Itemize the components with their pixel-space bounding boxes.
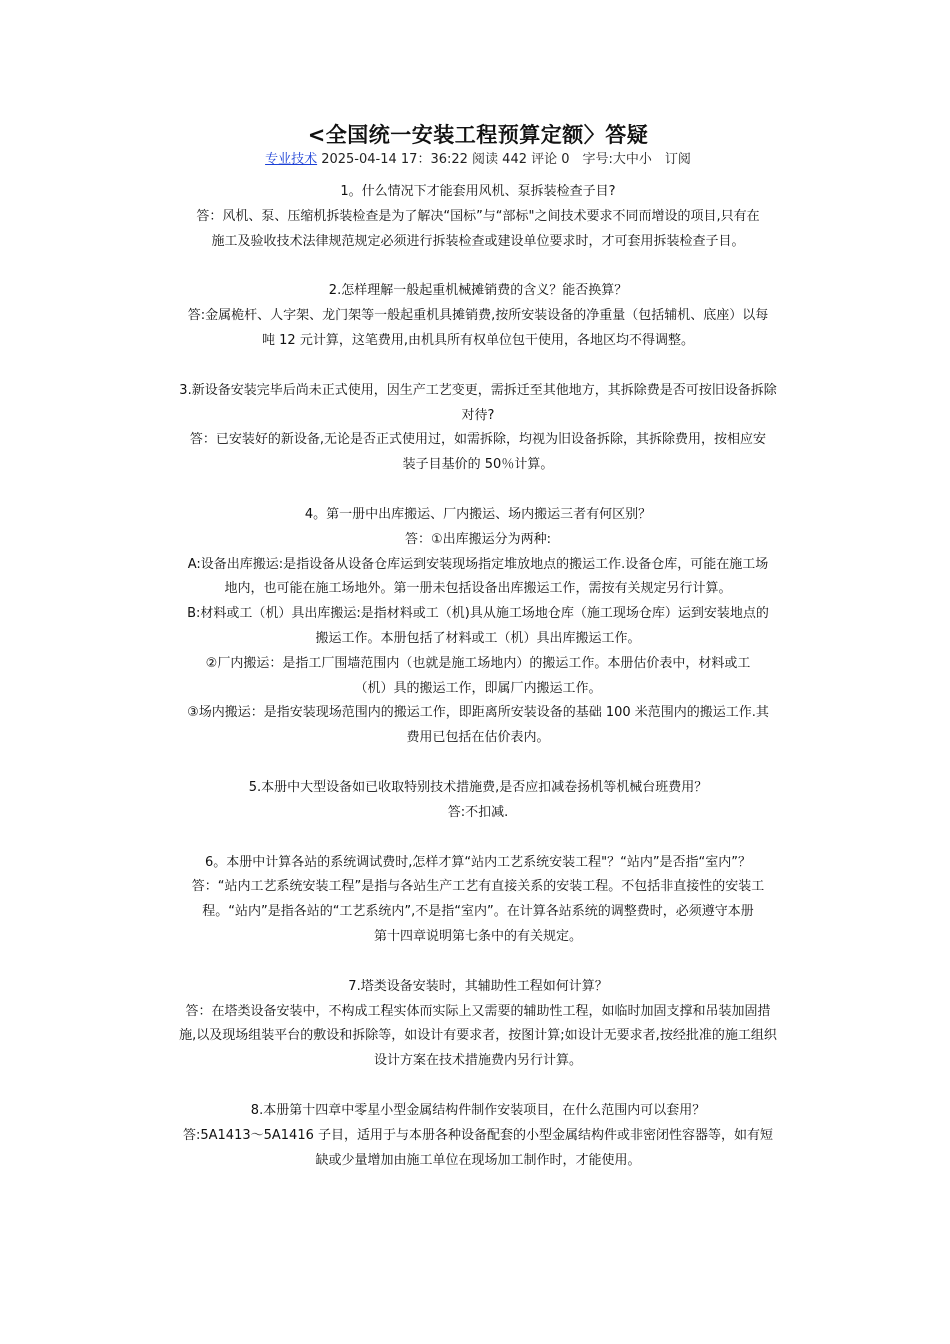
document-page [148,120,808,1198]
qa-item [148,776,808,826]
category-link[interactable]: 专业技术 [265,152,318,167]
answer-text: 答:5A1413～5A1416 子目，适用于与本册各种设备配套的小型金属结构件或非密闭性容器等，如有短 [182,1127,773,1143]
question-text: 5.本册中大型设备如已收取特别技术措施费,是否应扣减卷扬机等机械台班费用？ [248,779,708,795]
answer-text: 答：①出库搬运分为两种: [404,531,552,547]
question-text: 1。什么情况下才能套用风机、泵拆装检查子目? [340,184,616,199]
qa-item [148,379,808,478]
question-text: 2.怎样理解一般起重机械摊销费的含义？能否换算？ [328,283,628,299]
answer-text: 程。“站内”是指各站的“工艺系统内”,不是指“室内”。在计算各站系统的调整费时，必须遵守本册 [202,904,754,920]
answer-text: 对待? [461,407,495,423]
document-title: <全国统一安装工程预算定额〉答疑 [307,123,649,147]
answer-text: 吨 12 元计算，这笔费用,由机具所有权单位包干使用，各地区均不得调整。 [262,332,694,348]
answer-text: 答:不扣减. [447,804,509,820]
qa-item [148,279,808,353]
answer-text: 答：在塔类设备安装中，不构成工程实体而实际上又需要的辅助性工程，如临时加固支撑和吊装加固措 [185,1003,771,1019]
qa-item [148,1099,808,1173]
answer-text: 施,以及现场组装平台的敷设和拆除等，如设计有要求者，按图计算;如设计无要求者,按经批准的施工组织 [179,1028,777,1044]
answer-text: 缺或少量增加由施工单位在现场加工制作时，才能使用。 [315,1152,641,1168]
answer-text: 施工及验收技术法律规范规定必须进行拆装检查或建设单位要求时，才可套用拆装检查子目。 [211,233,745,249]
answer-text: A:设备出库搬运:是指设备从设备仓库运到安装现场指定堆放地点的搬运工作.设备仓库，可能在施工场 [187,556,769,572]
question-text: 4。第一册中出库搬运、厂内搬运、场内搬运三者有何区别？ [304,506,652,522]
answer-text: 装子目基价的 50％计算。 [402,457,554,473]
answer-text: 答：风机、泵、压缩机拆装检查是为了解决“国标”与“部标"之间技术要求不同而增设的项目,只有在 [196,208,760,224]
answer-text: ②厂内搬运：是指工厂围墙范围内（也就是施工场地内）的搬运工作。本册估价表中，材料或工 [205,655,751,671]
article-meta [148,150,808,170]
question-text: 8.本册第十四章中零星小型金属结构件制作安装项目，在什么范围内可以套用？ [250,1102,706,1118]
answer-text: ③场内搬运：是指安装现场范围内的搬运工作，即距离所安装设备的基础 100 米范围内的搬运工作.其 [187,705,769,721]
qa-item [148,851,808,950]
answer-text: 设计方案在技术措施费内另行计算。 [373,1053,582,1069]
qa-item [148,975,808,1074]
answer-text: 答：已安装好的新设备,无论是否正式使用过，如需拆除，均视为旧设备拆除，其拆除费用，按相应安 [189,432,767,448]
qa-item [148,503,808,751]
answer-text: B:材料或工（机）具出库搬运:是指材料或工（机)具从施工场地仓库（施工现场仓库）运到安装地点的 [187,606,769,622]
answer-text: 地内，也可能在施工场地外。第一册未包括设备出库搬运工作，需按有关规定另行计算。 [224,581,732,597]
qa-item [148,180,808,254]
answer-text: （机）具的搬运工作，即属厂内搬运工作。 [354,680,602,696]
answer-text: 搬运工作。本册包括了材料或工（机）具出库搬运工作。 [315,630,641,646]
meta-info: 2025-04-14 17：36:22 阅读 442 评论 0 字号:大中小 订阅 [317,152,691,167]
question-text: 7.塔类设备安装时，其辅助性工程如何计算？ [348,978,608,994]
qa-list [148,180,808,1173]
question-text: 3.新设备安装完毕后尚未正式使用，因生产工艺变更，需拆迁至其他地方，其拆除费是否可按旧设备拆除 [179,382,777,398]
answer-text: 答：“站内工艺系统安装工程”是指与各站生产工艺有直接关系的安装工程。不包括非直接性的安装工 [191,879,765,895]
answer-text: 答:金属桅杆、人字架、龙门架等一般起重机具摊销费,按所安装设备的净重量（包括辅机、底座）以每 [187,308,769,324]
answer-text: 第十四章说明第七条中的有关规定。 [373,928,582,944]
answer-text: 费用已包括在估价表内。 [406,730,550,746]
question-text: 6。本册中计算各站的系统调试费时,怎样才算“站内工艺系统安装工程"？“站内”是否指“室内”？ [204,854,752,870]
